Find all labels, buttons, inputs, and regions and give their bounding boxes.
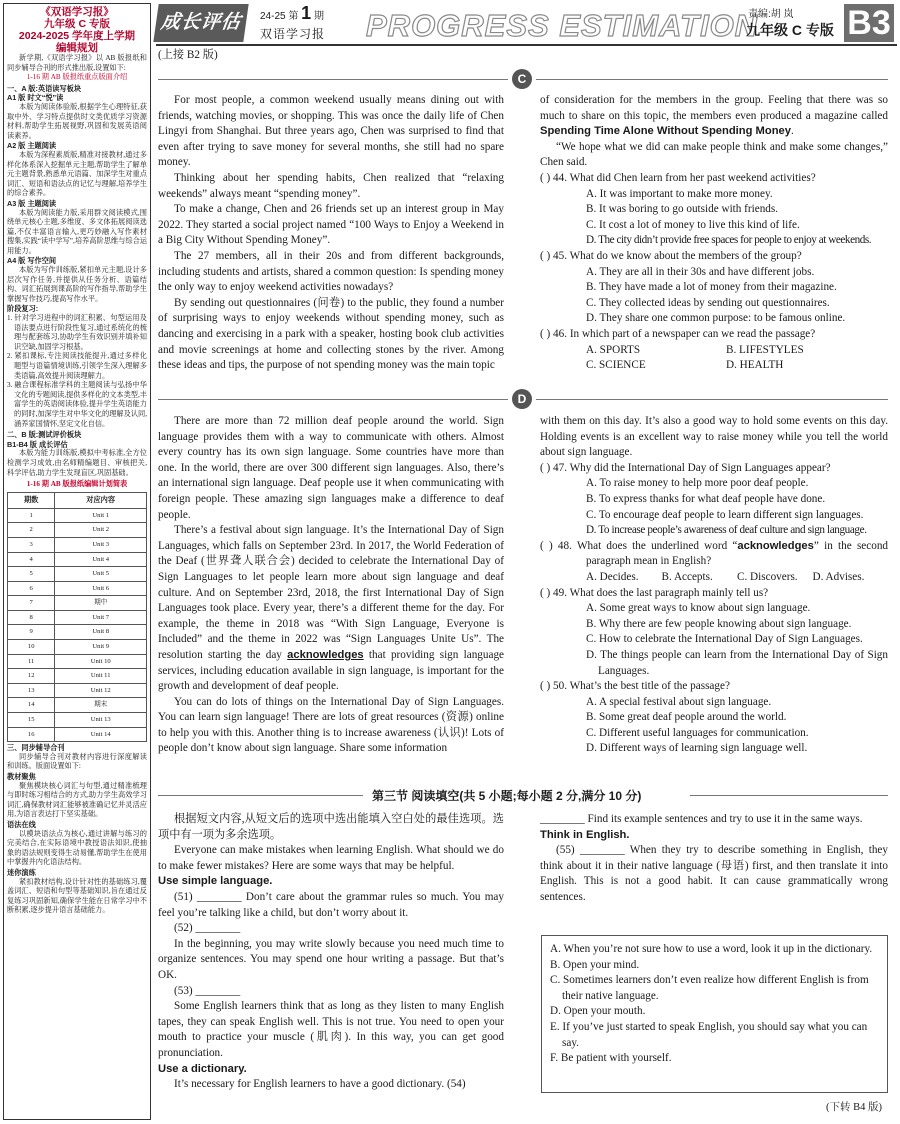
- s3-p5: ________ Find its example sentences and try to use it in the same ways.: [540, 813, 863, 825]
- table-row: [8, 640, 147, 655]
- col-issue-header: 期数: [8, 492, 55, 508]
- section-three-right: [540, 812, 888, 906]
- q46-option-c: C. SCIENCE: [586, 359, 646, 372]
- sync-text: 同步辅导合刊对教材内容进行深度解读和训练。版面设置如下:: [7, 752, 147, 771]
- sidebar-intro: 新学期,《双语学习报》以 AB 版报纸和同步辅导合刊的形式推出版,设置如下:: [7, 54, 147, 72]
- sidebar-title-1: 《双语学习报》: [40, 6, 114, 18]
- table-row: [8, 581, 147, 596]
- module2-text: 以模块语法点为核心,通过讲解与练习的完美结合,在实际语境中教授语法知识,使抽象的语法规则变得生动易懂,帮助学生在使用中掌握并内化语法结构。: [7, 829, 147, 867]
- content-cell: Unit 14: [55, 727, 147, 742]
- stage-review-3: 3. 融合课程标准学科的主题阅读与弘扬中华文化的专题阅读,提供多样化的文本类型,丰富学生的英语阅读体验,提升学生英语能力的同时,加深学生对中华文化的理解及认同,涵养家国情怀,坚定文化自信。: [7, 381, 147, 428]
- magazine-title: Spending Time Alone Without Spending Money: [540, 125, 791, 138]
- editorial-plan-sidebar: [3, 3, 151, 1120]
- continued-from: (上接 B2 版): [158, 49, 218, 61]
- issue-number-cell: 4: [8, 552, 55, 567]
- passage-c-p2: Thinking about her spending habits, Chen realized that “relaxing weekends” always meant “spending money”.: [158, 171, 504, 200]
- header-rule: [156, 44, 897, 46]
- issue-number-cell: 10: [8, 640, 55, 655]
- s3-blank-51: (51) ________ Don’t care about the grammar rules so much. You may feel you’re talking like a child, but don’t worry about it.: [158, 890, 504, 919]
- q50-option-b: B. Some great deaf people around the world.: [586, 711, 787, 724]
- table-row: [8, 596, 147, 611]
- content-cell: Unit 1: [55, 508, 147, 523]
- section-three-instructions: 根据短文内容,从短文后的选项中选出能填入空白处的最佳选项。选项中有一项为多余选项。: [158, 813, 504, 841]
- sidebar-section-a: 一、A 版:英语读写板块: [7, 83, 82, 93]
- issue-number-cell: 16: [8, 727, 55, 742]
- page-code-badge: B3: [844, 4, 894, 42]
- q49-option-d: D. The things people can learn from the International Day of Sign Languages.: [586, 648, 888, 677]
- question-49: ( ) 49. What does the last paragraph mainly tell us?: [540, 586, 769, 599]
- issue-number-cell: 6: [8, 581, 55, 596]
- issue-number-cell: 13: [8, 683, 55, 698]
- q48-options-row: [540, 570, 888, 586]
- q45-option-a: A. They are all in their 30s and have different jobs.: [586, 265, 815, 278]
- q50-option-a: A. A special festival about sign language.: [586, 695, 772, 708]
- q45-option-d: D. They share one common purpose: to be famous online.: [586, 312, 846, 325]
- a3-heading: A3 版 主题阅读: [7, 198, 57, 208]
- plan-table-caption: 1-16 期 AB 版报纸编辑计划简表: [26, 480, 128, 489]
- content-cell: Unit 12: [55, 683, 147, 698]
- module2-heading: 语法在线: [7, 819, 36, 829]
- module1-heading: 教材聚焦: [7, 772, 36, 781]
- passage-c-right: [540, 93, 888, 374]
- content-cell: Unit 6: [55, 581, 147, 596]
- school-year: 24-25: [260, 11, 286, 22]
- continued-to: (下转 B4 版): [826, 1102, 882, 1113]
- issue-qi: 期: [313, 11, 324, 22]
- content-cell: Unit 9: [55, 640, 147, 655]
- passage-d-left: [158, 414, 504, 757]
- issue-number-cell: 9: [8, 625, 55, 640]
- page-header: [156, 4, 897, 42]
- passage-c-p6: of consideration for the members in the group. Feeling that there was so much to share on this topic, the members even produced a magazine called Spending Time Alone Without Spending Money.: [540, 94, 888, 138]
- progress-estimation-banner: PROGRESS ESTIMATION: [366, 8, 759, 43]
- stage-review-2: 2. 紧扣课标,专注阅读技能提升,通过多样化题型与语篇情境训练,引领学生深入理解多类语篇,高效提升阅读理解力。: [7, 352, 147, 380]
- sidebar-title-2: 九年级 C 专版: [44, 18, 110, 30]
- q45-option-c: C. They collected ideas by sending out questionnaires.: [586, 296, 830, 309]
- issue-number-cell: 12: [8, 669, 55, 684]
- table-row: [8, 683, 147, 698]
- issue-number: 1: [301, 3, 312, 23]
- table-row: [8, 713, 147, 728]
- q44-option-d: D. The city didn’t provide free spaces for people to enjoy at weekends.: [586, 234, 872, 247]
- divider-d-left: [158, 399, 508, 400]
- passage-c-p5: By sending out questionnaires (问卷) to the public, they found a number of surprising ways to enjoy weekends without spending money, such as dancing and exercising in a park with a speaker, hosting book club activities and movie screenings at home and collecting stones by the river. Among these ideas and tips, the purpose of not spending money was the main topic: [158, 296, 504, 372]
- passage-c-left: [158, 93, 504, 374]
- s3-heading-dictionary: Use a dictionary.: [158, 1062, 247, 1075]
- passage-d-p3: You can do lots of things on the International Day of Sign Languages. You can learn sign language! There are lots of great resources (资源) online to help you with this. Another thing is to increase awareness (认识)! Lots of people don’t know about sign language. Share some information: [158, 695, 504, 755]
- issue-number-cell: 2: [8, 523, 55, 538]
- sidebar-red-heading: 1-16 期 AB 版报纸重点版面介绍: [26, 73, 128, 82]
- stage-review-heading: 阶段复习:: [7, 304, 39, 314]
- passage-c-p3: To make a change, Chen and 26 friends set up an interest group in May 2022. They started a social project named “100 Ways to Enjoy a Weekend in a Big City Without Spending Money”.: [158, 203, 504, 247]
- content-cell: Unit 2: [55, 523, 147, 538]
- table-row: [8, 508, 147, 523]
- s3-blank-52: (52) ________: [174, 922, 241, 935]
- q48-option-a: A. Decides.: [586, 570, 639, 583]
- passage-d-p4: with them on this day. It’s also a good way to hold some events on this day. Holding events is an excellent way to raise money while you tell the world about sign language.: [540, 415, 888, 459]
- q46-options-row1: [540, 343, 888, 359]
- s3-p4: It’s necessary for English learners to have a good dictionary. (54): [174, 1078, 466, 1091]
- content-cell: Unit 13: [55, 713, 147, 728]
- q48-option-b: B. Accepts.: [661, 570, 713, 583]
- q47-option-b: B. To express thanks for what deaf people have done.: [586, 492, 826, 505]
- q47-option-c: C. To encourage deaf people to learn different sign languages.: [586, 508, 864, 521]
- q46-option-d: D. HEALTH: [726, 359, 784, 372]
- s3-p2: In the beginning, you may write slowly because you need much time to organize sentences. You may spend one hour writing a passage. But that’s OK.: [158, 937, 504, 981]
- q48-option-c: C. Discovers.: [737, 570, 798, 583]
- passage-c-p7: “We hope what we did can make people think and make some changes,” Chen said.: [540, 140, 888, 169]
- section-c-badge: C: [512, 69, 532, 89]
- passage-c-p4: The 27 members, all in their 20s and from different backgrounds, including students and artists, shared a common question: Is spending money the only way to enjoy weekend activities nowadays?: [158, 249, 504, 294]
- option-c: C. Sometimes learners don’t even realize how different English is from their native language.: [550, 974, 869, 1002]
- module1-text: 聚焦模块核心词汇与句型,通过精准梳理与即时练习相结合的方式,助力学生高效学习词汇,确保教材词汇能够被准确记忆并灵活应用,为语言表达打下坚实基础。: [7, 781, 147, 819]
- sidebar-title-3: 2024-2025 学年度上学期: [18, 30, 136, 42]
- option-f: F. Be patient with yourself.: [550, 1052, 672, 1065]
- issue-number-cell: 1: [8, 508, 55, 523]
- sidebar-section-b: 二、B 版:测试评价板块: [7, 430, 82, 440]
- issue-number-cell: 7: [8, 596, 55, 611]
- question-45: ( ) 45. What do we know about the members of the group?: [540, 249, 802, 262]
- table-row: [8, 669, 147, 684]
- content-cell: Unit 5: [55, 567, 147, 582]
- table-row: [8, 727, 147, 742]
- question-46: ( ) 46. In which part of a newspaper can we read the passage?: [540, 327, 816, 340]
- passage-d-right: [540, 414, 888, 757]
- answer-options-box: [541, 935, 888, 1093]
- q49-option-a: A. Some great ways to know about sign language.: [586, 602, 811, 615]
- q48-option-d: D. Advises.: [812, 570, 865, 583]
- s3-blank-55: (55) ________ When they try to describe something in English, they think about it in their native language (母语) first, and then translate it into English. This is not a good habit. It can cause grammatically wrong sentences.: [540, 844, 888, 903]
- q46-option-a: A. SPORTS: [586, 343, 641, 356]
- divider-c-right: [536, 79, 888, 80]
- content-cell: Unit 11: [55, 669, 147, 684]
- plan-table: [7, 492, 147, 743]
- q49-option-c: C. How to celebrate the International Day of Sign Languages.: [586, 633, 863, 646]
- content-cell: Unit 10: [55, 654, 147, 669]
- paper-name: 双语学习报: [260, 27, 326, 41]
- table-row: [8, 552, 147, 567]
- b-text: 本版为能力训练版,模拟中考标准,全方位检测学习成效,由名师精编题目、审核把关,科学评估,助力学生发现盲区,巩固基础。: [7, 449, 147, 477]
- option-a: A. When you’re not sure how to use a word, look it up in the dictionary.: [550, 943, 873, 955]
- option-b: B. Open your mind.: [550, 958, 640, 971]
- passage-d-p1: There are more than 72 million deaf people around the world. Sign language provides them with a way to communicate with others. Almost every country has its own sign language. Some countries have more than one. In the world, there are over 300 different sign languages. Also, there’s an international sign language. Deaf people use it when communicating with foreign people. These amazing sign languages make a difference to deaf people.: [158, 415, 504, 521]
- q46-options-row2: [540, 358, 888, 374]
- table-row: [8, 567, 147, 582]
- section-d-badge: D: [512, 389, 532, 409]
- section-logo: 成长评估: [153, 4, 248, 42]
- q46-option-b: B. LIFESTYLES: [726, 343, 804, 356]
- s3-heading-simple: Use simple language.: [158, 875, 273, 888]
- issue-di: 第: [288, 11, 299, 22]
- option-d: D. Open your mouth.: [550, 1005, 646, 1018]
- col-content-header: 对应内容: [55, 492, 147, 508]
- content-cell: Unit 3: [55, 537, 147, 552]
- question-48: ( ) 48. What does the underlined word “acknowledges” in the second paragraph mean in English?: [540, 539, 889, 568]
- content-cell: Unit 8: [55, 625, 147, 640]
- content-cell: Unit 7: [55, 610, 147, 625]
- table-row: [8, 625, 147, 640]
- issue-number-cell: 11: [8, 654, 55, 669]
- passage-c-p1: For most people, a common weekend usually means dining out with friends, watching movies, or shopping. This was once the daily life of Chen Lingyi from Shanghai. But three years ago, Chen was surprised to find that even after trying to save money for several months, she still had no spare money.: [158, 94, 504, 169]
- q49-option-b: B. Why there are few people knowing about sign language.: [586, 617, 852, 630]
- a3-text: 本版为阅读能力版,采用群文阅读模式,围绕单元核心主题,多维度、多文体拓展阅读选篇,不仅丰富语言输入,更巧妙融入写作素材搜集,实践“读中学写”,培养高阶思维与综合运用能力。: [7, 208, 147, 255]
- issue-number-cell: 5: [8, 567, 55, 582]
- grade-edition: 九年级 C 专版: [746, 22, 834, 38]
- s3-p1: Everyone can make mistakes when learning English. What should we do to make fewer mistakes? Here are some ways that may be helpful.: [158, 844, 504, 872]
- content-cell: Unit 4: [55, 552, 147, 567]
- divider-3-left: [158, 795, 363, 796]
- table-row: [8, 523, 147, 538]
- divider-d-right: [536, 399, 888, 400]
- q44-option-a: A. It was important to make more money.: [586, 187, 773, 200]
- q50-option-c: C. Different useful languages for communication.: [586, 726, 809, 739]
- divider-c-left: [158, 79, 508, 80]
- divider-3-right: [690, 795, 888, 796]
- q45-option-b: B. They have made a lot of money from their magazine.: [586, 281, 837, 294]
- q48-word: acknowledges: [737, 539, 814, 552]
- table-row: [8, 537, 147, 552]
- a4-text: 本版为写作训练版,紧扣单元主题,设计多层次写作任务,并提供从任务分析、语篇结构、词汇拓展到课高阶的写作指导,帮助学生掌握写作技巧,提高写作水平。: [7, 266, 147, 303]
- passage-d-p2: There’s a festival about sign language. It’s the International Day of Sign Languages, which falls on September 23rd. In 2017, the World Federation of the Deaf (世界聋人联合会) decided to celebrate the International Day of Sign Languages to let people learn more about sign language and deaf culture. And on September 23rd, 2018, the first International Day of Sign Languages took place. Every year, there’s a different theme for the day. For example, the theme in 2018 was “With Sign Language, Everyone is Included” and the theme in 2022 was “Sign Languages Unite Us”. The resolution starting the day acknowledges that providing sign language services, including education available in sign language, is important for the growth and development of deaf people.: [158, 524, 505, 693]
- issue-number-cell: 3: [8, 537, 55, 552]
- s3-p3: Some English learners think that as long as they listen to many English tapes, they can speak English well. This is not true. You need to open your mouth to practice your muscle (肌肉). In this way, you can get good pronunciation.: [158, 1000, 504, 1059]
- question-50: ( ) 50. What’s the best title of the passage?: [540, 680, 730, 693]
- underlined-acknowledges: acknowledges: [287, 648, 364, 661]
- s3-heading-think: Think in English.: [540, 828, 630, 841]
- a1-heading: A1 版 时文“悦”读: [7, 93, 64, 103]
- issue-number-cell: 15: [8, 713, 55, 728]
- content-cell: 期末: [55, 698, 147, 713]
- a1-text: 本版为阅读体验版,根据学生心理特征,获取中外、学习特点提供时文类优质学习资源材料,帮助学生拓展视野,巩固和发展英语阅读素养。: [7, 102, 147, 140]
- a2-text: 本版为深程素质版,精准对接教材,通过多样化体系深入挖掘单元主题,帮助学生了解单元主题背景,熟悉单元语篇、加深学生对重点词汇、短语和语法点的记忆与理解,培养学生的综合素养。: [7, 150, 147, 198]
- module3-heading: 迷你演练: [7, 867, 36, 877]
- s3-blank-53: (53) ________: [174, 984, 241, 997]
- q47-option-d: D. To increase people’s awareness of deaf culture and sign language.: [586, 524, 867, 537]
- b-heading: B1-B4 版 成长评估: [7, 439, 68, 449]
- q44-option-b: B. It was boring to go outside with friends.: [586, 203, 779, 216]
- q44-option-c: C. It cost a lot of money to live this kind of life.: [586, 218, 800, 231]
- section-three-title: 第三节 阅读填空(共 5 小题;每小题 2 分,满分 10 分): [372, 789, 642, 803]
- section-three-left: [158, 812, 504, 1093]
- table-row: [8, 610, 147, 625]
- editor-credit: 责编:胡 岚: [748, 9, 794, 20]
- a2-heading: A2 版 主题阅读: [7, 141, 57, 151]
- table-row: [8, 654, 147, 669]
- issue-info: [260, 3, 348, 24]
- q50-option-d: D. Different ways of learning sign language well.: [586, 742, 808, 755]
- question-44: ( ) 44. What did Chen learn from her past weekend activities?: [540, 171, 816, 184]
- table-row: [8, 698, 147, 713]
- module3-text: 紧扣教材结构,设计针对性的基础练习,覆盖词汇、短语和句型等基础知识,旨在通过反复练习巩固新知,确保学生能在日常学习中不断积累,逐步提升语言基础能力。: [7, 877, 147, 915]
- q47-option-a: A. To raise money to help more poor deaf people.: [586, 477, 809, 490]
- issue-number-cell: 14: [8, 698, 55, 713]
- stage-review-1: 1. 针对学习进程中的词汇积累、句型运用及语法要点进行阶段性复习,通过系统化的梳理与配套练习,协助学生有效识别并填补知识空缺,加固学习根基。: [7, 314, 147, 351]
- sidebar-title-4: 编辑规划: [56, 42, 98, 54]
- sidebar-section-sync: 三、同步辅导合刊: [7, 743, 65, 753]
- content-cell: 期中: [55, 596, 147, 611]
- question-47: ( ) 47. Why did the International Day of Sign Languages appear?: [540, 461, 831, 474]
- issue-number-cell: 8: [8, 610, 55, 625]
- option-e: E. If you’ve just started to speak English, you should say what you can say.: [550, 1020, 868, 1049]
- a4-heading: A4 版 写作空间: [7, 256, 57, 266]
